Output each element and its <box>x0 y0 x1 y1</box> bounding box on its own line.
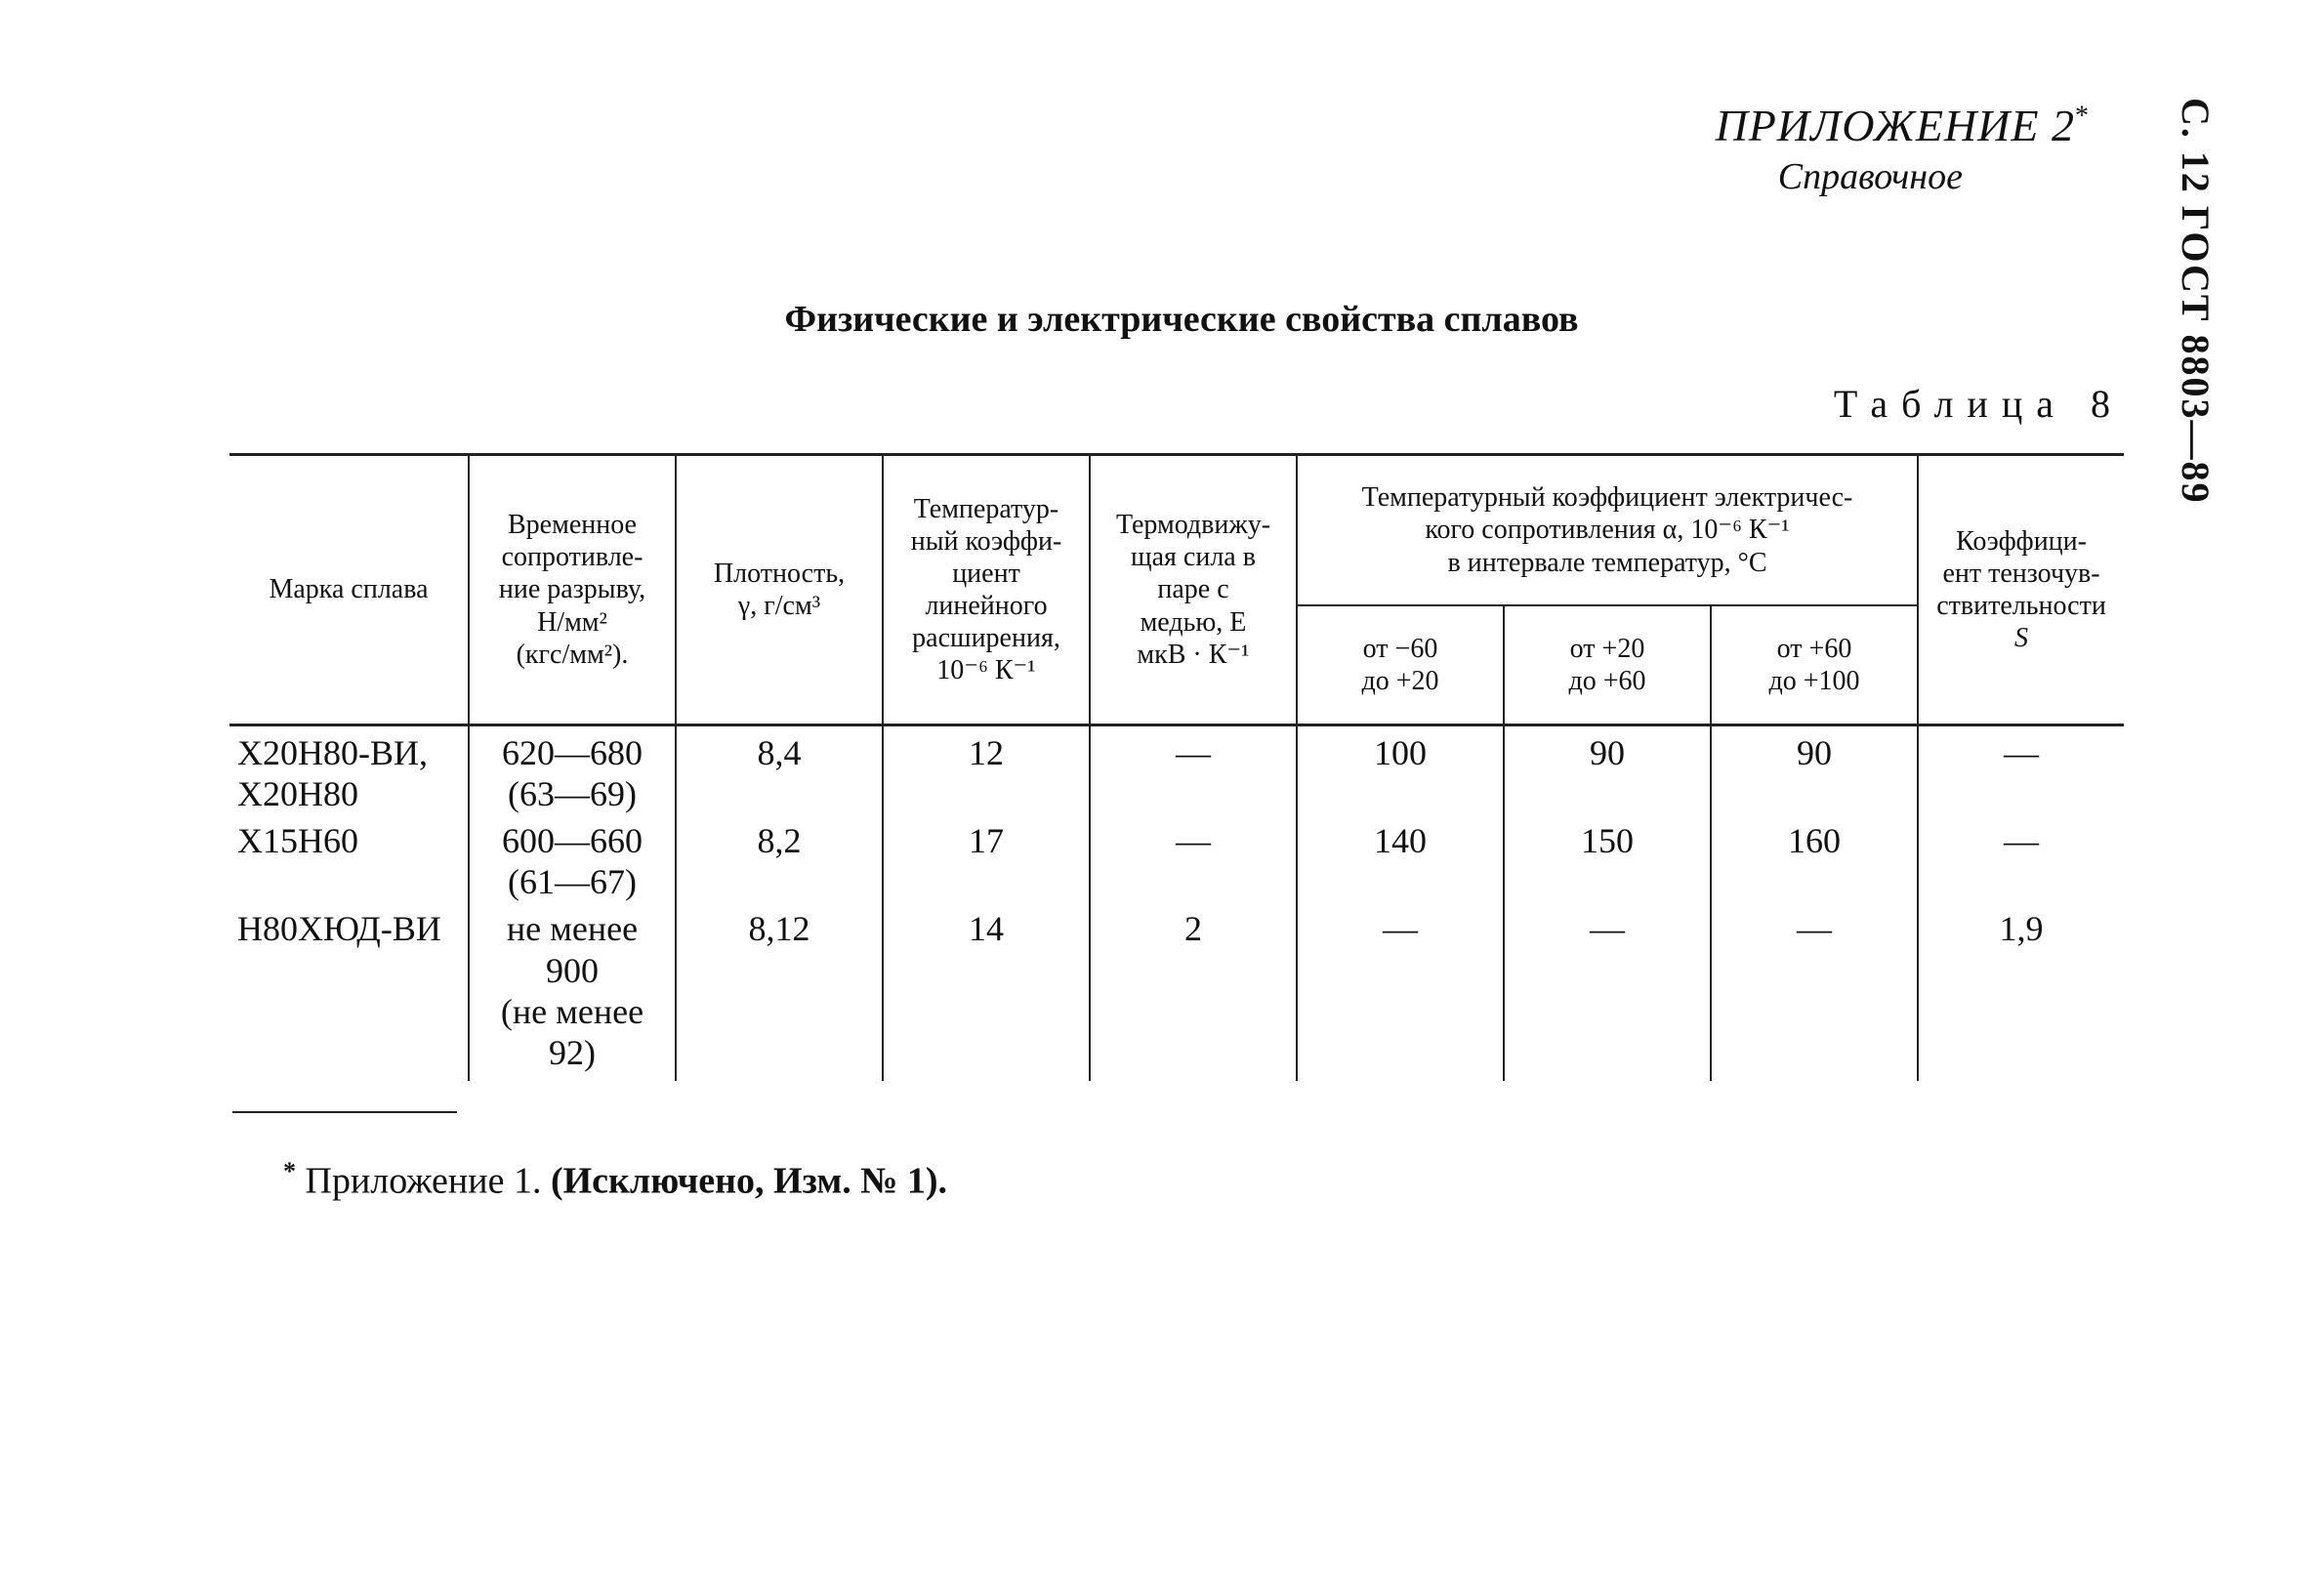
cell-range-2: — <box>1504 902 1711 1080</box>
header-range-1: от −60 до +20 <box>1297 605 1504 725</box>
cell-density: 8,4 <box>676 725 883 815</box>
appendix-subtitle: Справочное <box>1777 155 1963 197</box>
header-grade: Марка сплава <box>229 455 469 725</box>
cell-range-3: 90 <box>1711 725 1918 815</box>
cell-strength: 600—660 (61—67) <box>469 814 676 902</box>
footnote-divider <box>232 1111 457 1113</box>
table-row <box>229 902 2124 1080</box>
header-range-2: от +20 до +60 <box>1504 605 1711 725</box>
cell-grade: Х20Н80-ВИ, Х20Н80 <box>229 725 469 815</box>
cell-range-2: 150 <box>1504 814 1711 902</box>
cell-range-1: 140 <box>1297 814 1504 902</box>
properties-table <box>229 453 2124 1081</box>
table-row <box>229 725 2124 815</box>
appendix-heading <box>1716 98 2090 200</box>
cell-linear: 12 <box>883 725 1090 815</box>
page-code: С. 12 ГОСТ 8803—89 <box>2174 98 2218 505</box>
cell-linear: 14 <box>883 902 1090 1080</box>
cell-range-2: 90 <box>1504 725 1711 815</box>
cell-density: 8,12 <box>676 902 883 1080</box>
footnote <box>283 1157 947 1203</box>
cell-gauge: — <box>1918 725 2124 815</box>
cell-range-3: 160 <box>1711 814 1918 902</box>
cell-density: 8,2 <box>676 814 883 902</box>
table-label: Таблица 8 <box>1833 382 2124 426</box>
cell-gauge: — <box>1918 814 2124 902</box>
cell-grade: Н80ХЮД-ВИ <box>229 902 469 1080</box>
cell-strength: 620—680 (63—69) <box>469 725 676 815</box>
footnote-mark: * <box>283 1157 296 1185</box>
cell-emf: — <box>1090 725 1297 815</box>
header-density: Плотность, γ, г/см³ <box>676 455 883 725</box>
cell-emf: 2 <box>1090 902 1297 1080</box>
header-range-3: от +60 до +100 <box>1711 605 1918 725</box>
appendix-title: ПРИЛОЖЕНИЕ 2* <box>1715 101 2090 150</box>
header-thermo-emf: Термодвижу- щая сила в паре с медью, Е мкВ · К⁻¹ <box>1090 455 1297 725</box>
header-strength: Временное сопротивле- ние разрыву, Н/мм² (кгс/мм²). <box>469 455 676 725</box>
cell-linear: 17 <box>883 814 1090 902</box>
table-row <box>229 814 2124 902</box>
cell-emf: — <box>1090 814 1297 902</box>
header-linear-coef: Температур- ный коэффи- циент линейного расширения, 10⁻⁶ К⁻¹ <box>883 455 1090 725</box>
header-resistance-group: Температурный коэффициент электричес- кого сопротивления α, 10⁻⁶ К⁻¹ в интервале температур, °С <box>1297 455 1918 606</box>
cell-grade: Х15Н60 <box>229 814 469 902</box>
footnote-bold-text: (Исключено, Изм. № 1). <box>550 1160 948 1202</box>
cell-range-3: — <box>1711 902 1918 1080</box>
appendix-mark: * <box>2075 101 2090 132</box>
header-gauge-factor: Коэффици- ент тензочув- ствительности S <box>1918 455 2124 725</box>
cell-range-1: — <box>1297 902 1504 1080</box>
cell-range-1: 100 <box>1297 725 1504 815</box>
footnote-text: Приложение 1. <box>305 1160 542 1202</box>
cell-gauge: 1,9 <box>1918 902 2124 1080</box>
cell-strength: не менее 900 (не менее 92) <box>469 902 676 1080</box>
page-title: Физические и электрические свойства сплавов <box>784 299 1579 340</box>
